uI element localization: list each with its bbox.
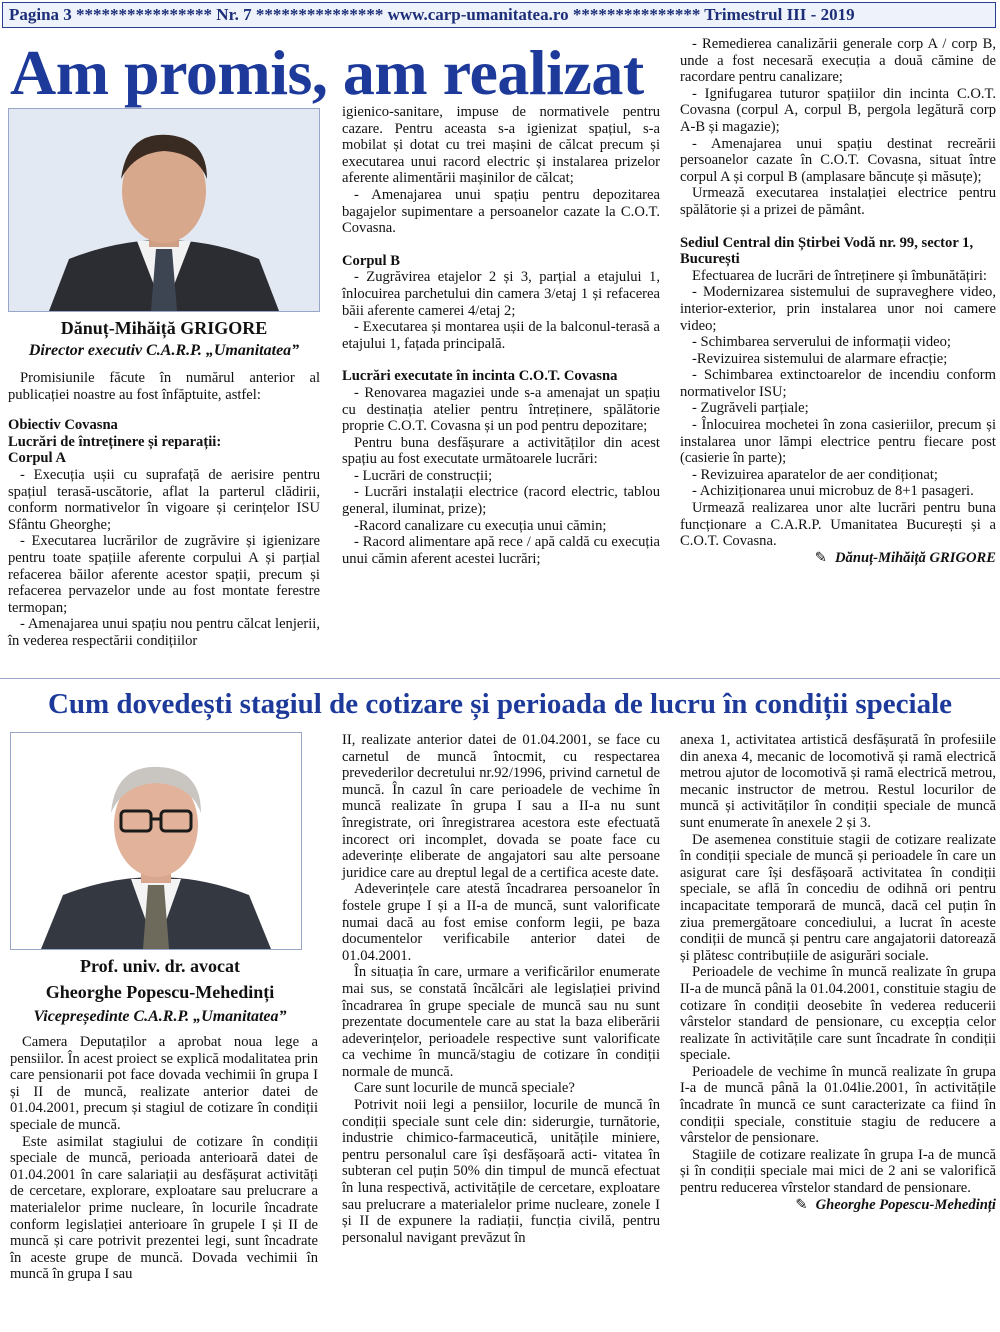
paragraph: - Revizuirea aparatelor de aer condiționat; <box>692 466 938 483</box>
paragraph: - Renovarea magaziei unde s-a amenajat un spațiu cu destinația atelier pentru întreținere, spălătorie proprie C.O.T. Covasna și un pod pentru depozitare; <box>342 384 660 435</box>
article2-col2 <box>342 732 660 1246</box>
paragraph: În situația în care, urmare a verificărilor enumerate mai sus, se constată încălcări ale legislației privind încadrarea în grupe speciale de muncă sau nu sunt prezentate documentele care au stat la baza eliberării adeverințelor, perioadele respective sunt valorificate ca vechime în muncă/stagiu de cotizare în condiții normale de muncă. <box>342 964 660 1080</box>
paragraph: II, realizate anterior datei de 01.04.2001, se face cu carnetul de muncă întocmit, cu respectarea prevederilor decretului nr.92/1996, privind carnetul de muncă. În cazul în care perioadele de vechime în muncă realizate în grupa I sau a II-a nu sunt înregistrate, ori înregistrarea acestora este efectuată incorect ori incomplet, dovada se poate face cu adeverințe eliberate de angajatori sau alte persoane juridice care au dreptul legal de a certifica aceste date. <box>342 732 660 881</box>
pen-icon: ✎ <box>814 549 828 566</box>
paragraph: Perioadele de vechime în muncă realizate în grupa II-a de muncă până la 01.04.2001, constituie stagiu de cotizare în condiții deosebite în vederea reducerii vârstelor standard de pensionare, cu excepția celor realizate în activitățile care sunt încadrate în condiții speciale. <box>680 964 996 1064</box>
article2-title: Cum dovedești stagiul de cotizare și perioada de lucru în condiții speciale <box>47 688 953 720</box>
paragraph: - Ignifugarea tuturor spațiilor din incinta C.O.T. Covasna (corpul A, corpul B, pergola legătură corp A-B și magazie); <box>680 85 996 135</box>
paragraph: Urmează realizarea unor alte lucrări pentru buna funcționare a C.A.R.P. Umanitatea București și a C.O.T. Covasna. <box>680 500 996 550</box>
signature-text: Dănuț-Mihăiță GRIGORE <box>835 549 996 566</box>
paragraph: -Racord canalizare cu execuția unui cămin; <box>354 517 607 534</box>
paragraph: Care sunt locurile de muncă speciale? <box>354 1080 575 1097</box>
author2-name-line2: Gheorghe Popescu-Mehedinți <box>45 982 275 1002</box>
signature-text: Gheorghe Popescu-Mehedinți <box>815 1196 996 1213</box>
paragraph: igienico-sanitare, impuse de normativele pentru cazare. Pentru aceasta s-a igienizat spațiul, s-a mobilat și dotat cu trei mașini de călcat precum și executarea unui racord electric și instalarea prizelor aferente alimentării mașinilor de călcat; <box>342 104 660 187</box>
author1-role: Director executiv C.A.R.P. „Umanitatea” <box>28 342 300 359</box>
article1-col1 <box>8 370 320 650</box>
paragraph: - Zugrăveli parțiale; <box>692 400 809 417</box>
paragraph: - Amenajarea unui spațiu nou pentru călcat lenjerii, în vederea respectării condițiilor <box>8 616 320 649</box>
section-heading: Lucrări de întreținere și reparații: <box>8 433 222 450</box>
article1-signature <box>680 550 996 567</box>
paragraph: Urmează executarea instalației electrice pentru spălătorie și a prizei de pământ. <box>680 185 996 218</box>
section-heading: Sediul Central din Știrbei Vodă nr. 99, sector 1, București <box>680 234 974 268</box>
page-header <box>2 2 996 28</box>
section-heading: Corpul A <box>8 450 66 467</box>
paragraph: Pentru buna desfășurare a activităților din acest spațiu au fost executate următoarele lucrări: <box>342 434 660 468</box>
paragraph: - Executarea lucrărilor de zugrăvire și igienizare pentru toate spațiile aferente corpului A și parțial refacerea băilor aferente acestor spații, precum și refacerea pervazelor unde au fost montate ferestre termopan; <box>8 533 320 616</box>
paragraph: Camera Deputaților a aprobat noua lege a pensiilor. În acest proiect se explică modalitatea prin care pensionarii pot face dovada vechimii în grupa I și II de muncă, realizate anterior datei de 01.04.2001, precum și stagiul de cotizare în condiții speciale de muncă. <box>10 1034 318 1133</box>
paragraph: - Amenajarea unui spațiu destinat recreării persoanelor cazate în C.O.T. Covasna, situat între corpul A și corpul B (amplasare băncuțe și măsuțe); <box>680 135 996 185</box>
paragraph: Adeverințele care atestă încadrarea persoanelor în fostele grupe I și a II-a de muncă, sunt valorificate numai dacă au fost emise conform legii, pe baza documentelor verificabile anterior datei de 01.04.2001. <box>342 881 660 964</box>
article-divider <box>0 678 1000 679</box>
paragraph: - Schimbarea extinctoarelor de incendiu conform normativelor ISU; <box>680 367 996 400</box>
paragraph: anexa 1, activitatea artistică desfășurată în profesiile din anexa 4, mecanic de locomotivă și ramă electrică metrou ajutor de locomotivă și ramă electrică metrou, mecanic instructor de metrou. Restul locurilor de muncă și activităților în condiții speciale de muncă sunt enumerate în anexele 2 și 3. <box>680 732 996 831</box>
paragraph: - Modernizarea sistemului de supraveghere video, interior-exterior, prin instalarea unor noi camere video; <box>680 284 996 334</box>
author2-name-line1: Prof. univ. dr. avocat <box>79 956 240 976</box>
paragraph: -Revizuirea sistemului de alarmare efracție; <box>692 350 948 367</box>
article2-col1 <box>10 1034 318 1283</box>
article2-signature <box>680 1197 996 1214</box>
section-heading: Obiectiv Covasna <box>8 417 118 434</box>
paragraph: - Zugrăvirea etajelor 2 și 3, parțial a etajului 1, înlocuirea parchetului din camera 3/etaj 1 și refacerea băii aferente camerei 4/etaj 2; <box>342 269 660 319</box>
paragraph: - Achiziționarea unui microbuz de 8+1 pasageri. <box>692 483 974 500</box>
paragraph: - Amenajarea unui spațiu pentru depozitarea bagajelor supimentare a persoanelor cazate la C.O.T. Covasna. <box>342 186 660 237</box>
paragraph: - Lucrări de construcții; <box>354 467 493 484</box>
paragraph: - Executarea și montarea ușii de la balconul-terasă a etajului 1, fațada principală. <box>342 319 660 352</box>
paragraph: - Lucrări instalații electrice (racord electric, tablou general, iluminat, prize); <box>342 484 660 518</box>
article2-col3 <box>680 732 996 1213</box>
paragraph: Stagiile de cotizare realizate în grupa I-a de muncă și în condiții speciale mai mici de 2 ani se valorifică pentru reducerea vîrstelor standard de pensionare. <box>680 1146 996 1197</box>
author1-photo <box>8 108 320 312</box>
paragraph: - Schimbarea serverului de informații video; <box>692 334 951 351</box>
paragraph: - Înlocuirea mochetei în zona casieriilor, precum și instalarea unor lămpi electrice pentru fiecare post (casierie în parte); <box>680 417 996 467</box>
paragraph: Efectuarea de lucrări de întreținere și îmbunătățiri: <box>692 267 987 284</box>
paragraph: - Racord alimentare apă rece / apă caldă cu execuția unui cămin aferent acestei lucrări; <box>342 534 660 567</box>
pen-icon: ✎ <box>795 1196 808 1213</box>
article1-title: Am promis, am realizat <box>10 37 644 108</box>
section-heading: Lucrări executate în incinta C.O.T. Covasna <box>342 368 618 385</box>
paragraph: - Remedierea canalizării generale corp A / corp B, unde a fost necesară execuția a două cămine de racordare pentru canalizare; <box>680 36 996 86</box>
author2-photo <box>10 732 302 950</box>
paragraph: Perioadele de vechime în muncă realizate în grupa I-a de muncă până la 01.04lie.2001, în activitățile încadrate în muncă ce sunt caracterizate ca fiind în condiții speciale, constituie stagiu de reducere a vârstelor de pensionare. <box>680 1063 996 1147</box>
author1-name: Dănuț-Mihăiță GRIGORE <box>60 318 268 338</box>
paragraph: Potrivit noii legi a pensiilor, locurile de muncă în condiții speciale sunt cele din: siderurgie, turnătorie, industrie chimico-farmaceutică, unitățile miniere, pentru personalul care își desfășoară acti- vitatea în subteran cel puțin 50% din timpul de muncă efectuat în luna respectivă, activitățile de cercetare, exploatare sau prelucrare a materialelor prime nucleare, zonele I și II de expunere la radiații, funcția civilă, pentru personalul navigant prevăzut în <box>342 1097 660 1246</box>
article1-col2 <box>342 104 660 567</box>
paragraph: De asemenea constituie stagii de cotizare realizate în condiții speciale de muncă și perioadele în care un asigurat care își desfășoară activitatea în condiții speciale, se află în concediu de odihnă ori pentru incapacitate temporară de muncă, dacă cel puțin în ziua premergătoare concediului, a lucrat în aceste condiții de muncă și pentru care angajatorii datorează și plătesc contribuțiile de asigurări sociale. <box>680 831 996 964</box>
header-text: Pagina 3 **************** Nr. 7 *************** www.carp-umanitatea.ro *************** Trimestrul III - 2019 <box>9 5 855 24</box>
paragraph: - Execuția ușii cu suprafață de aerisire pentru spațiul terasă-uscătorie, aflat la parterul clădirii, conform normativelor în vigoare și cerințelor ISU Sfântu Gheorghe; <box>8 466 320 533</box>
paragraph: Promisiunile făcute în numărul anterior al publicației noastre au fost înfăptuite, astfel: <box>8 370 320 403</box>
section-heading: Corpul B <box>342 252 400 269</box>
author2-role: Vicepreședinte C.A.R.P. „Umanitatea” <box>33 1008 287 1025</box>
paragraph: Este asimilat stagiului de cotizare în condiții speciale de muncă, perioada anterioară datei de 01.04.2001 în care salariații au desfășurat activități de cercetare, explorare, exploatare sau prelucrare a materialelor prime nucleare, în locurile încadrate conform legislației anterioare în grupele I și II de muncă și care potrivit prezentei legi, sunt încadrate în aceste grupe de muncă. Dovada vechimii în muncă în grupa I sau <box>10 1133 318 1283</box>
article1-col3 <box>680 36 996 566</box>
